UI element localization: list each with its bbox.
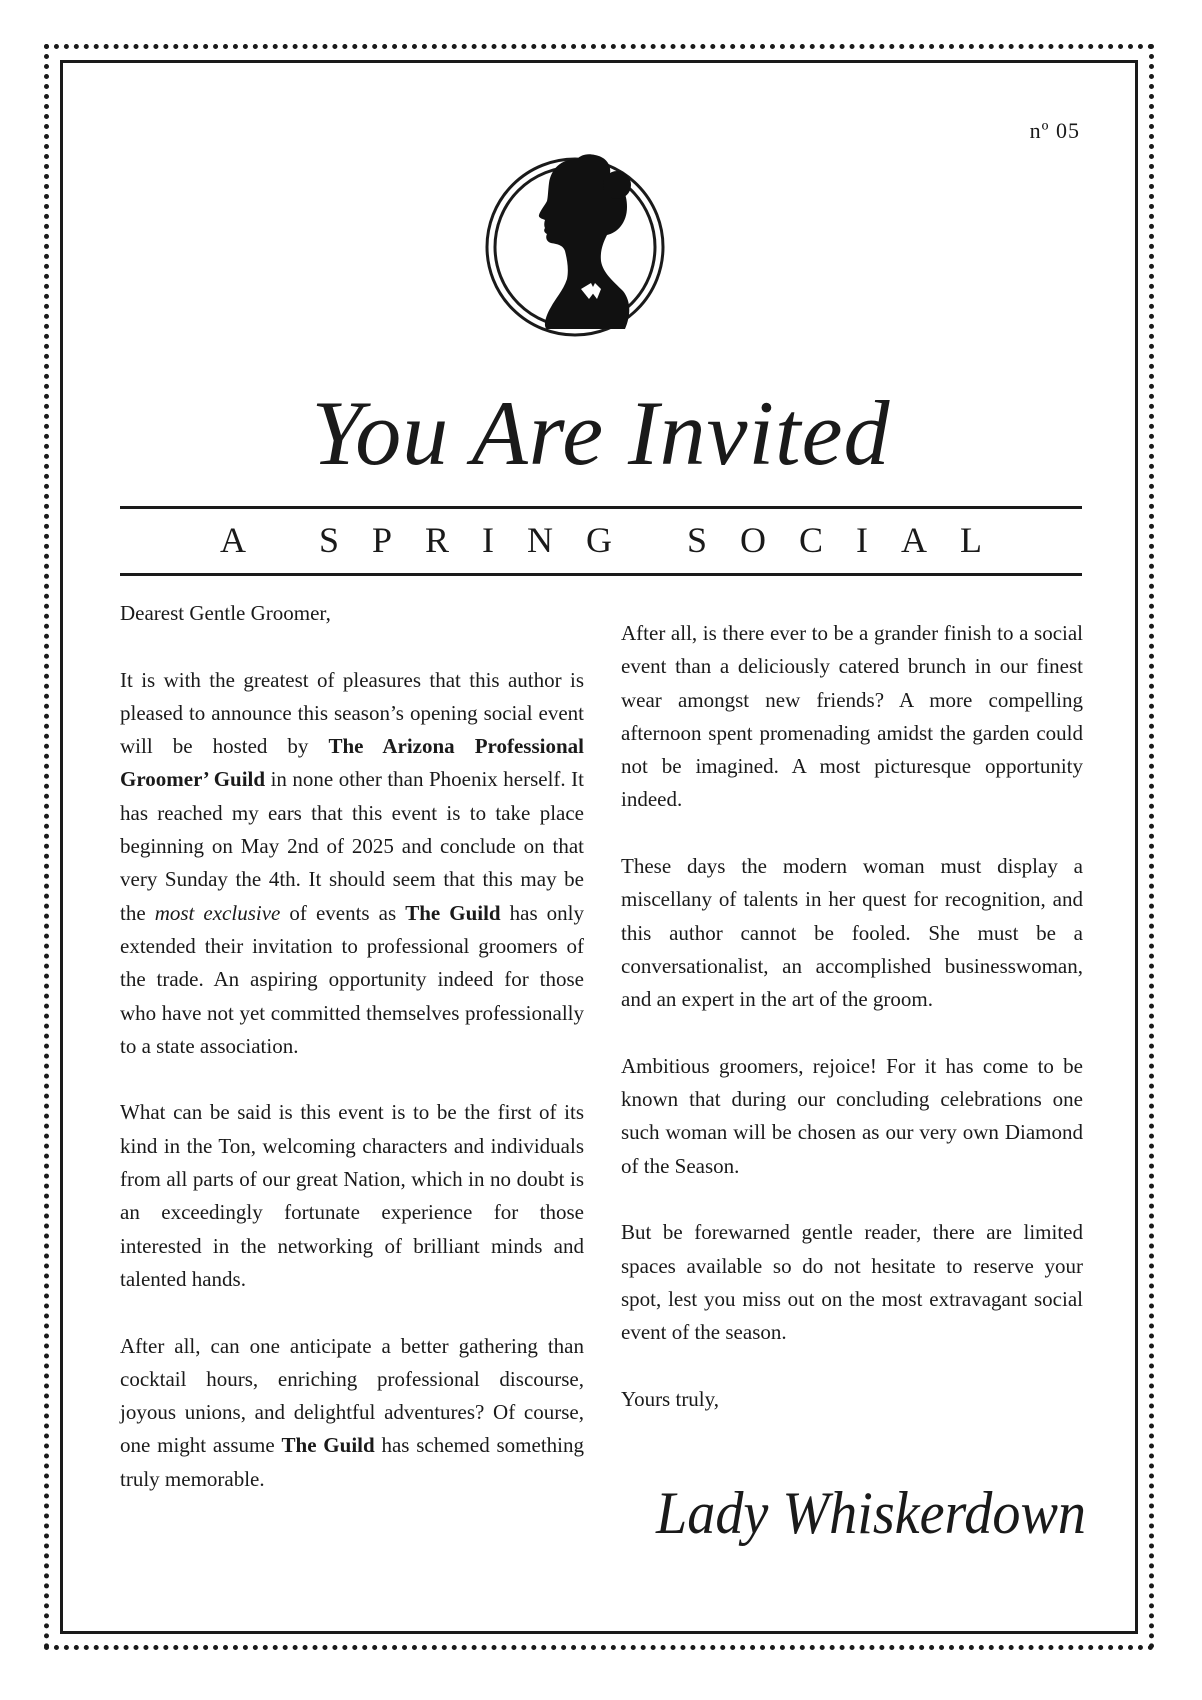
text-run: It is with the greatest of pleasures that this author is pleased to announce this season’s opening social event will be hosted by <box>120 667 584 759</box>
text-run: has only extended their invitation to professional groomers of the trade. An aspiring opportunity indeed for those who have not yet committed themselves professionally to a state association. <box>120 900 585 1058</box>
left-column <box>120 597 584 1529</box>
divider-bottom <box>120 573 1082 576</box>
guild-short-name: The Guild <box>405 900 501 925</box>
paragraph-limited-spaces: But be forewarned gentle reader, there are limited spaces available so do not hesitate to reserve your spot, lest you miss out on the most extravagant social event of the season. <box>621 1220 1083 1345</box>
paragraph-brunch: After all, is there ever to be a grander finish to a social event than a deliciously catered brunch in our finest wear amongst new friends? A more compelling afternoon spent promenading amidst the garden could not be imagined. A most picturesque opportunity indeed. <box>621 621 1083 812</box>
guild-short-name: The Guild <box>281 1433 375 1458</box>
subtitle: A SPRING SOCIAL <box>219 520 1016 560</box>
right-column <box>621 617 1083 1449</box>
woman-silhouette-cameo-icon <box>485 141 665 353</box>
guild-name: The Arizona Professional Groomer’ Guild <box>120 734 584 792</box>
signature-text: Lady Whiskerdown <box>655 1480 1086 1546</box>
emphasis-text: most exclusive <box>154 900 281 925</box>
salutation: Dearest Gentle Groomer, <box>120 601 331 625</box>
text-run: of events as <box>280 900 406 925</box>
issue-number: nº 05 <box>1029 118 1080 143</box>
page-title: You Are Invited <box>311 382 891 484</box>
paragraph-first-of-kind: What can be said is this event is to be the first of its kind in the Ton, welcoming characters and individuals from all parts of our great Nation, which in no doubt is an exceedingly fortunate experience for those interested in the networking of brilliant minds and talented hands. <box>120 1100 584 1291</box>
closing: Yours truly, <box>621 1386 720 1411</box>
paragraph-modern-woman: These days the modern woman must display a miscellany of talents in her quest for recognition, and this author cannot be fooled. She must be a conversationalist, an accomplished businesswoman, and an expert in the art of the groom. <box>621 854 1083 1012</box>
signature <box>650 1461 1100 1561</box>
text-run: has schemed something truly memorable. <box>120 1433 584 1491</box>
paragraph-gathering <box>120 1330 584 1496</box>
divider-top <box>120 506 1082 509</box>
paragraph-announcement <box>120 664 584 1064</box>
text-run: After all, can one anticipate a better gathering than cocktail hours, enriching professional discourse, joyous unions, and delightful adventures? Of course, one might assume <box>120 1333 584 1458</box>
text-run: in none other than Phoenix herself. It has reached my ears that this event is to take place beginning on May 2nd of 2025 and conclude on that very Sunday the 4th. It should seem that this may be the <box>120 767 584 925</box>
paragraph-diamond: Ambitious groomers, rejoice! For it has come to be known that during our concluding celebrations one such woman will be chosen as our very own Diamond of the Season. <box>621 1053 1083 1178</box>
